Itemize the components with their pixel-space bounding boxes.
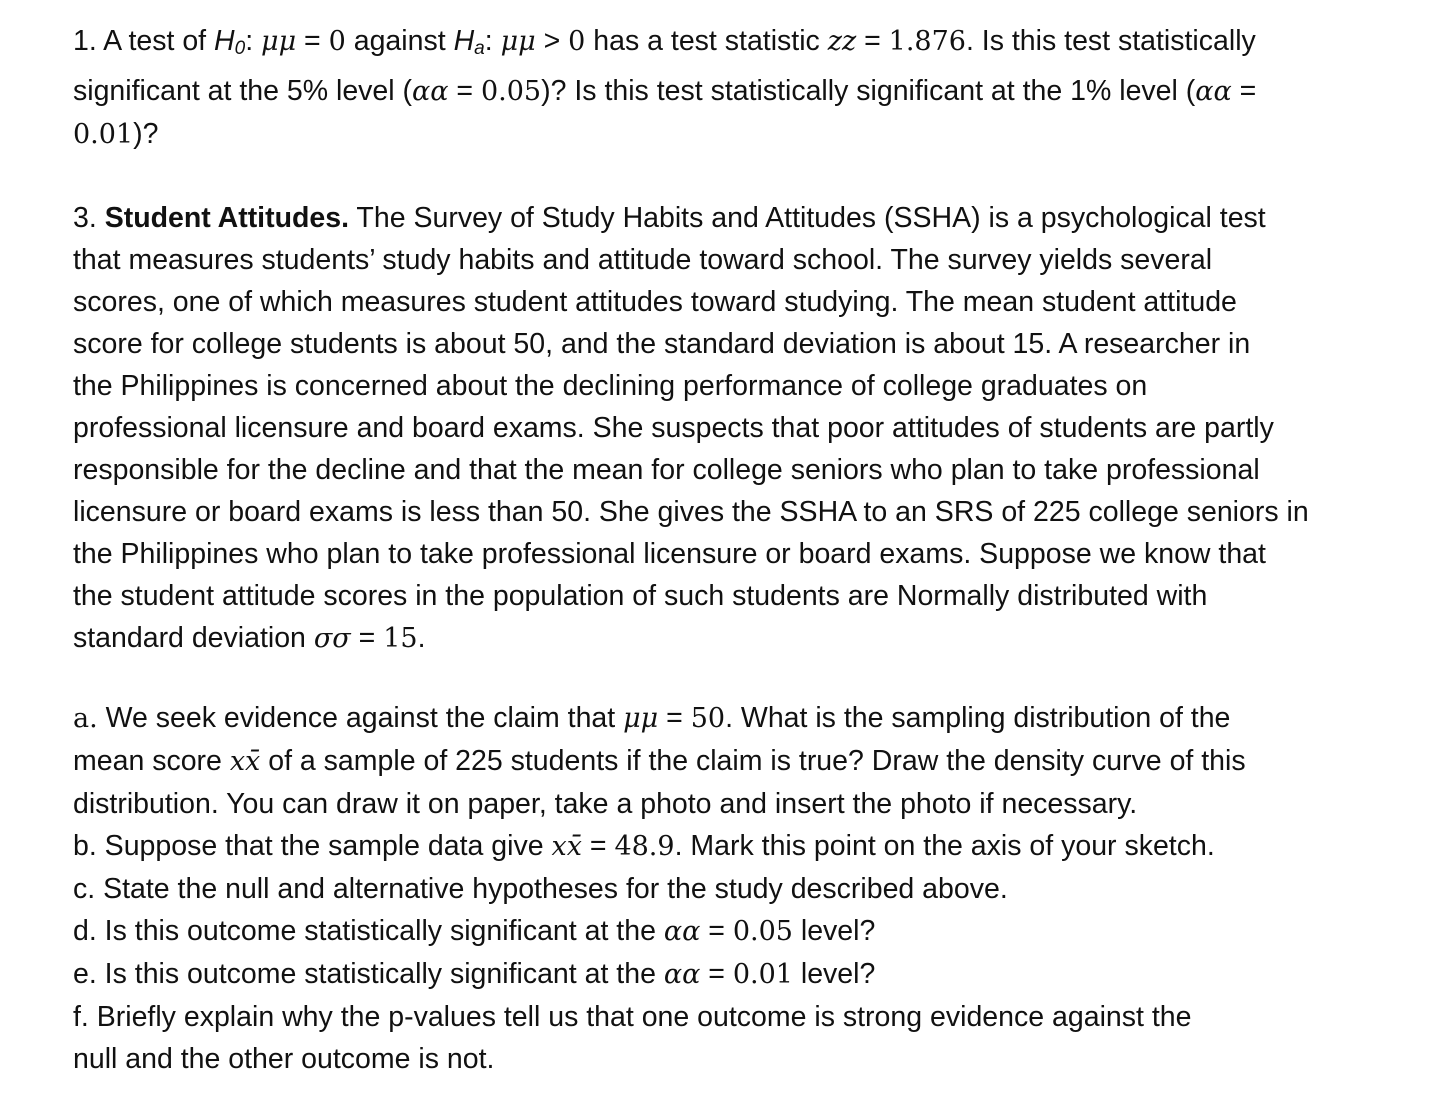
z-symbol: zz xyxy=(827,26,857,57)
equals: = xyxy=(296,25,329,57)
q1-line2b: )? Is this test statistically significant at the 1% level ( xyxy=(541,75,1196,107)
part-a-text: . What is the sampling distribution of the xyxy=(725,702,1231,734)
document-page xyxy=(73,20,1413,1080)
q3-text: professional licensure and board exams. She suspects that poor attitudes of students are partly xyxy=(73,412,1274,444)
colon: : xyxy=(484,25,501,57)
q3-text: licensure or board exams is less than 50. She gives the SSHA to an SRS of 225 college seniors in xyxy=(73,496,1309,528)
mu-value: 50 xyxy=(690,703,726,734)
q3-text: the Philippines is concerned about the declining performance of college graduates on xyxy=(73,370,1148,402)
has-statistic-text: has a test statistic xyxy=(585,25,828,57)
alpha-001-value: 0.01 xyxy=(73,119,134,150)
q3-text: score for college students is about 50, and the standard deviation is about 15. A researcher in xyxy=(73,328,1251,360)
alpha-symbol: αα xyxy=(1195,76,1232,107)
zero-value: 0 xyxy=(328,26,346,57)
part-a-text: mean score xyxy=(73,745,230,777)
q1-line3b: )? xyxy=(133,118,159,150)
part-e-text: e. Is this outcome statistically significant at the xyxy=(73,958,664,990)
h-null-symbol xyxy=(214,25,245,57)
against-text: against xyxy=(345,25,454,57)
equals: = xyxy=(448,75,481,107)
q3-text: the Philippines who plan to take professional licensure or board exams. Suppose we know that xyxy=(73,538,1266,570)
q1-line2a: significant at the 5% level ( xyxy=(73,75,413,107)
sigma-symbol: σσ xyxy=(313,623,351,654)
question-1-line-1 xyxy=(73,20,1413,70)
equals: = xyxy=(700,958,733,990)
part-f-line-1: f. Briefly explain why the p-values tell us that one outcome is strong evidence against the xyxy=(73,1001,1192,1033)
xbar-symbol: xx̄ xyxy=(551,831,582,862)
part-a-line-3: distribution. You can draw it on paper, take a photo and insert the photo if necessary. xyxy=(73,788,1138,820)
part-c: c. State the null and alternative hypotheses for the study described above. xyxy=(73,873,1008,905)
z-value: 1.876 xyxy=(888,26,966,57)
q3-text: that measures students’ study habits and attitude toward school. The survey yields several xyxy=(73,244,1213,276)
part-e xyxy=(73,953,1413,996)
q3-text: the student attitude scores in the population of such students are Normally distributed with xyxy=(73,580,1208,612)
question-3 xyxy=(73,197,1413,660)
mu-symbol: μμ xyxy=(500,26,536,57)
equals: = xyxy=(1231,75,1257,107)
h-alt-symbol xyxy=(454,25,485,57)
spacer xyxy=(73,156,1413,197)
greater-than: > xyxy=(535,25,569,57)
equals: = xyxy=(700,915,733,947)
alpha-symbol: αα xyxy=(663,959,701,990)
h-letter: H xyxy=(453,25,475,57)
question-3-parts xyxy=(73,697,1413,1080)
part-e-text: level? xyxy=(792,958,876,990)
zero-value: 0 xyxy=(568,26,586,57)
equals: = xyxy=(856,25,889,57)
equals: = xyxy=(350,622,384,654)
part-a-line-1 xyxy=(73,697,1413,740)
h0-subscript: 0 xyxy=(234,38,246,59)
q3-title: Student Attitudes. xyxy=(104,202,350,234)
question-1-line-2 xyxy=(73,70,1413,113)
question-1 xyxy=(73,20,1413,156)
spacer xyxy=(73,660,1413,697)
xbar-symbol: xx̄ xyxy=(229,746,261,777)
ha-subscript: a xyxy=(474,38,485,59)
alpha-value: 0.01 xyxy=(732,959,793,990)
alpha-symbol: αα xyxy=(663,916,701,947)
xbar-value: 48.9 xyxy=(614,831,675,862)
q3-text: The Survey of Study Habits and Attitudes (SSHA) is a psychological test xyxy=(349,202,1266,234)
q3-text: responsible for the decline and that the mean for college seniors who plan to take professional xyxy=(73,454,1260,486)
mu-symbol: μμ xyxy=(261,26,297,57)
equals: = xyxy=(658,702,691,734)
q3-text: scores, one of which measures student attitudes toward studying. The mean student attitude xyxy=(73,286,1237,318)
part-d-text: level? xyxy=(792,915,876,947)
colon: : xyxy=(245,25,262,57)
sigma-value: 15 xyxy=(383,623,418,654)
q3-last-line xyxy=(73,617,1413,660)
part-b-text: . Mark this point on the axis of your sketch. xyxy=(674,830,1215,862)
alpha-value: 0.05 xyxy=(732,916,793,947)
part-a-text: We seek evidence against the claim that xyxy=(97,702,624,734)
question-1-line-3 xyxy=(73,113,1413,156)
equals: = xyxy=(581,830,615,862)
q1-prefix: 1. A test of xyxy=(73,25,215,57)
q3-text: standard deviation xyxy=(73,622,314,654)
alpha-symbol: αα xyxy=(412,76,449,107)
question-3-line-1 xyxy=(73,197,1413,239)
part-f-line-2: null and the other outcome is not. xyxy=(73,1043,495,1075)
h-letter: H xyxy=(214,25,235,57)
q1-rest: . Is this test statistically xyxy=(965,25,1256,57)
part-b-text: b. Suppose that the sample data give xyxy=(73,830,552,862)
part-d-text: d. Is this outcome statistically significant at the xyxy=(73,915,664,947)
mu-symbol: μμ xyxy=(623,703,659,734)
q3-number: 3. xyxy=(73,202,105,234)
part-b xyxy=(73,825,1413,868)
part-a-line-2 xyxy=(73,740,1413,783)
period: . xyxy=(417,622,426,654)
part-a-label: a. xyxy=(73,703,98,734)
part-d xyxy=(73,910,1413,953)
alpha-005-value: 0.05 xyxy=(480,76,542,107)
part-a-text: of a sample of 225 students if the claim is true? Draw the density curve of this xyxy=(260,745,1246,777)
